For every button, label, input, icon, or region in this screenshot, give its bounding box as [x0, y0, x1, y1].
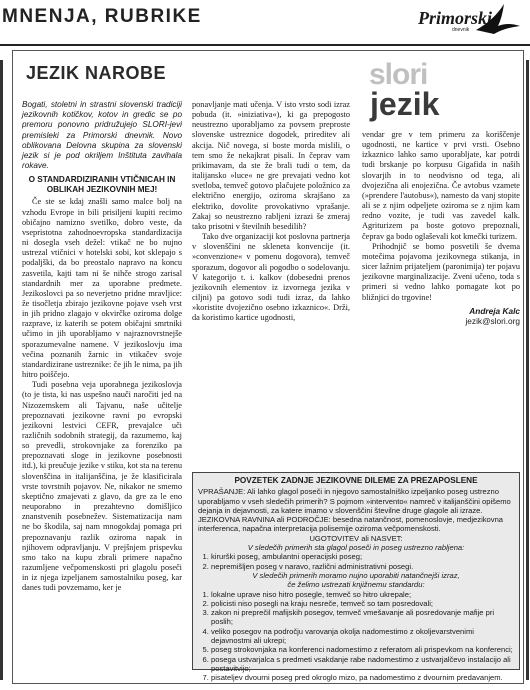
- list-item: 4. veliko posegov na področju varovanja okolja nadomestimo z okoljevarstvenimi dejavnostmi ali ukrepi;: [211, 627, 514, 646]
- list-item: 2. nepremišljen poseg v naravo, različni administrativni posegi.: [211, 562, 514, 571]
- list-item: 5. poseg strokovnjaka na konferenci nadomestimo z referatom ali prispevkom na konferenci;: [211, 645, 514, 654]
- header-rule: [0, 44, 530, 46]
- list-item: 7. pisateljev dvourni poseg pred okroglo mizo, pa nadomestimo z dvournim predavanjem.: [211, 673, 514, 682]
- article-intro: Bogati, stoletni in strastni slovenski tradiciji jezikovnih kotičkov, kotov in gredic se po premoru ponovno pridružujejo SLORI-jevi premisleki za Primorski dnevnik. Novo oblikovana Delovna skupina za slovenski jezik si je pod okriljem Inštituta zavihala rokave.: [22, 100, 182, 171]
- seagull-icon: [474, 0, 522, 42]
- box-condition-2: V sledečih primerih moramo nujno uporabiti natančnejši izraz,: [252, 570, 460, 580]
- list-item: 1. kirurški poseg, ambulantni operacijski poseg;: [211, 552, 514, 561]
- list-item: 2. policisti niso posegli na kraju nesreče, temveč so tam posredovali;: [211, 599, 514, 608]
- newspaper-logo-sub: dnevnik: [452, 27, 470, 33]
- newspaper-logo: Primorski: [418, 8, 493, 28]
- author-name: Andreja Kalc: [469, 305, 520, 316]
- paragraph-1: Če ste se kdaj znašli samo malce bolj na vzhodu Evrope in bili prisiljeni kupiti recimo običajno namizno svetilko, dobro veste, da vsepristotna zahodnoevropska standardizacija ni dosegla vseh dežel: vtikač ne bo nujno ustrezal vtičnici v hotelski sobi, kot sklepajo s podaljški, da bo preostalo napravo na koncu zasvetila, kajti tam ni še nihče strogo zarisal standardnih mer za uporabne predmete. Jezikoslovci pa so neverjetno pridne mravljice: že tisočletja zbirajo jezikovne pojave vseh vrst in jih pridno zlagajo v okvirčke oziroma dolge razprave, iz katerih se potem običajni smrtniki učimo in jih uporabljamo v najraznovrstnejše sporazumevalne namene. V jezikoslovju ima večina poznanih žarnic in vtikačev svoje standardizirane ustreznike: če jih le nima, pa jih hitro poiščejo.: [22, 197, 182, 380]
- article-column-1: [22, 100, 182, 675]
- box-question: VPRAŠANJE: Ali lahko glagol poseči in njegovo samostalniško izpeljanko poseg ustrezno uporabljamo v vseh sledečih primerih? S pojmom »intervento« namreč v italijanščini opišemo dejanja in dejavnosti, za katere imamo v slovenščini številne druge glagole ali izraze.: [198, 487, 511, 515]
- brand-jezik: jezik: [370, 86, 440, 122]
- list-item: 1. lokalne uprave niso hitro posegle, temveč so hitro ukrepale;: [211, 590, 514, 599]
- correct-uses-list: [198, 552, 514, 571]
- right-edge-bar: [526, 60, 529, 680]
- paragraph-6: Prihodnjič se bomo posvetili še dvema motečima pojavoma jezikovnega stikanja, in sicer lažnim prijateljem (paronimija) ter pojavu jezikovne marginalizacije. Zveni učeno, toda s primeri si vedno lahko pomagate kot po bližnjici do trgovine!: [362, 241, 520, 302]
- box-condition-3: če želimo ustrezati knjižnemu standardu:: [287, 580, 425, 590]
- corrections-list: [198, 590, 514, 683]
- paragraph-2: Tudi posebna veja uporabnega jezikoslovja (to je tista, ki nas uspešno nauči naročiti jed na Nizozemskem ali Tajvanu, naše učitelje prepoznavati jezikovne ravni po evropski jezikovni lestvici CEFR, prevajalce uči različnih sodobnih strategij, da razumemo, kaj so prevedli, strokovnjake za forenziko pa prepoznavati sloge in jezikovne posebnosti itd.), ki preučuje jezike v stiku, kot sta na terenu slovenščina in italijanščina, je že klasificirala vrste tovrstnih pojavov. Ne, nikakor ne smemo skeptično zmajevati z glavo, da gre za le eno neuporabno in prezahtevno domišljico znanstvenih posebnežev. Sistematizacija nam ne bo škodila, saj nam mnogokdaj pomaga pri prepoznavanju razlik oziroma napak in njihovem odpravljanju. V prejšnjem prispevku smo tako na kupu zbrali primere napačno razumljene večpomenskosti pri glagolu poseči in iz njega izpeljanem samostalniku poseg, kar danes tudi povzemamo, ker je: [22, 380, 182, 593]
- section-title: MNENJA, RUBRIKE: [2, 6, 202, 27]
- paragraph-3: ponavljanje mati učenja. V isto vrsto sodi izraz pobuda (it. »iniziativa«), ki ga prepogosto neustrezno uporabljamo za povsem preproste slovenske ustreznice dogodek, prireditev ali akcija. Nič novega, si boste morda mislili, o tem smo že nekajkrat pisali. In čeprav vam prikimavam, da ste že brali tudi o tem, da italijansko »luce« ne gre prevajati vedno kot svetloba, temveč gotovo plačujete položnico za električno energijo, oziroma skrajšano za elektriko, dovolite provokativno vprašanje. Zakaj so neustrezno rabljeni izrazi še zmeraj tako prisotni v številnih besedilih?: [192, 100, 350, 231]
- box-area: JEZIKOVNA RAVNINA ali PODROČJE: besedna natančnost, pomenoslovje, medjezikovna interferenca, napačna interpretacija polisemije oziroma večpomenskosti.: [198, 515, 504, 534]
- summary-box: [192, 472, 520, 683]
- author-email: jezik@slori.org: [465, 315, 520, 326]
- page-header: [0, 0, 530, 44]
- box-condition-1: V sledečih primerih sta glagol poseči in poseg ustrezno rabljena:: [247, 543, 465, 553]
- article-subtitle: O STANDARDIZIRANIH VTIČNICAH IN OBLIKAH JEZIKOVNIH MEJ!: [28, 175, 176, 195]
- paragraph-5: vendar gre v tem primeru za koriščenje ugodnosti, ne kartice v prvi vrsti. Osebno izkaznico lahko samo uporabljate, kar potrdi tudi brskanje po korpusu Gigafida in naših slovarjih in to neodvisno od tega, ali dvojezična ali enojezična. Če avtobus vzamete (»prendere l'autobus«), namesto da vanj stopite ali se z njim odpeljete oziroma se z njim kam redno vozite, je tudi vas zavedel kalk. Agriturizem pa boste gotovo prepoznali, čeprav ga bodo oglaševali kot kmečki turizem.: [362, 130, 520, 241]
- article-column-3: [362, 130, 520, 468]
- list-item: 3. zakon ni preprečil mafijskih posegov, temveč vmešavanje ali posredovanje mafije pri poslih;: [211, 608, 514, 627]
- left-edge-bar: [0, 60, 3, 680]
- brand-slori: slori: [369, 58, 428, 91]
- article-column-2: [192, 100, 350, 468]
- list-item: 6. posega ustvarjalca s predmeti vsakdanje rabe nadomestimo z ustvarjalčevo instalacijo ali postavitvijo;: [211, 655, 514, 674]
- box-title: POVZETEK ZADNJE JEZIKOVNE DILEME ZA PREZAPOSLENE: [234, 476, 478, 485]
- paragraph-4: Tako dve organizaciji kot poslovna partnerja v slovenščini ne skleneta konvencije (it. »convenzione« v pomenu dogovora), temveč sporazum, dogovor ali pogodbo o sodelovanju. V kategorijo t. i. kalkov (dobesedni prenos jezikovnih elementov iz izvornega jezika v ciljni) pa gotovo sodi tudi izraz, da lahko »koristite dvojezično osebno izkaznico«. Drži, da koristimo kartice ugodnosti,: [192, 232, 350, 323]
- column-title: JEZIK NAROBE: [26, 63, 167, 83]
- box-finding: UGOTOVITEV ali NASVET:: [309, 533, 403, 543]
